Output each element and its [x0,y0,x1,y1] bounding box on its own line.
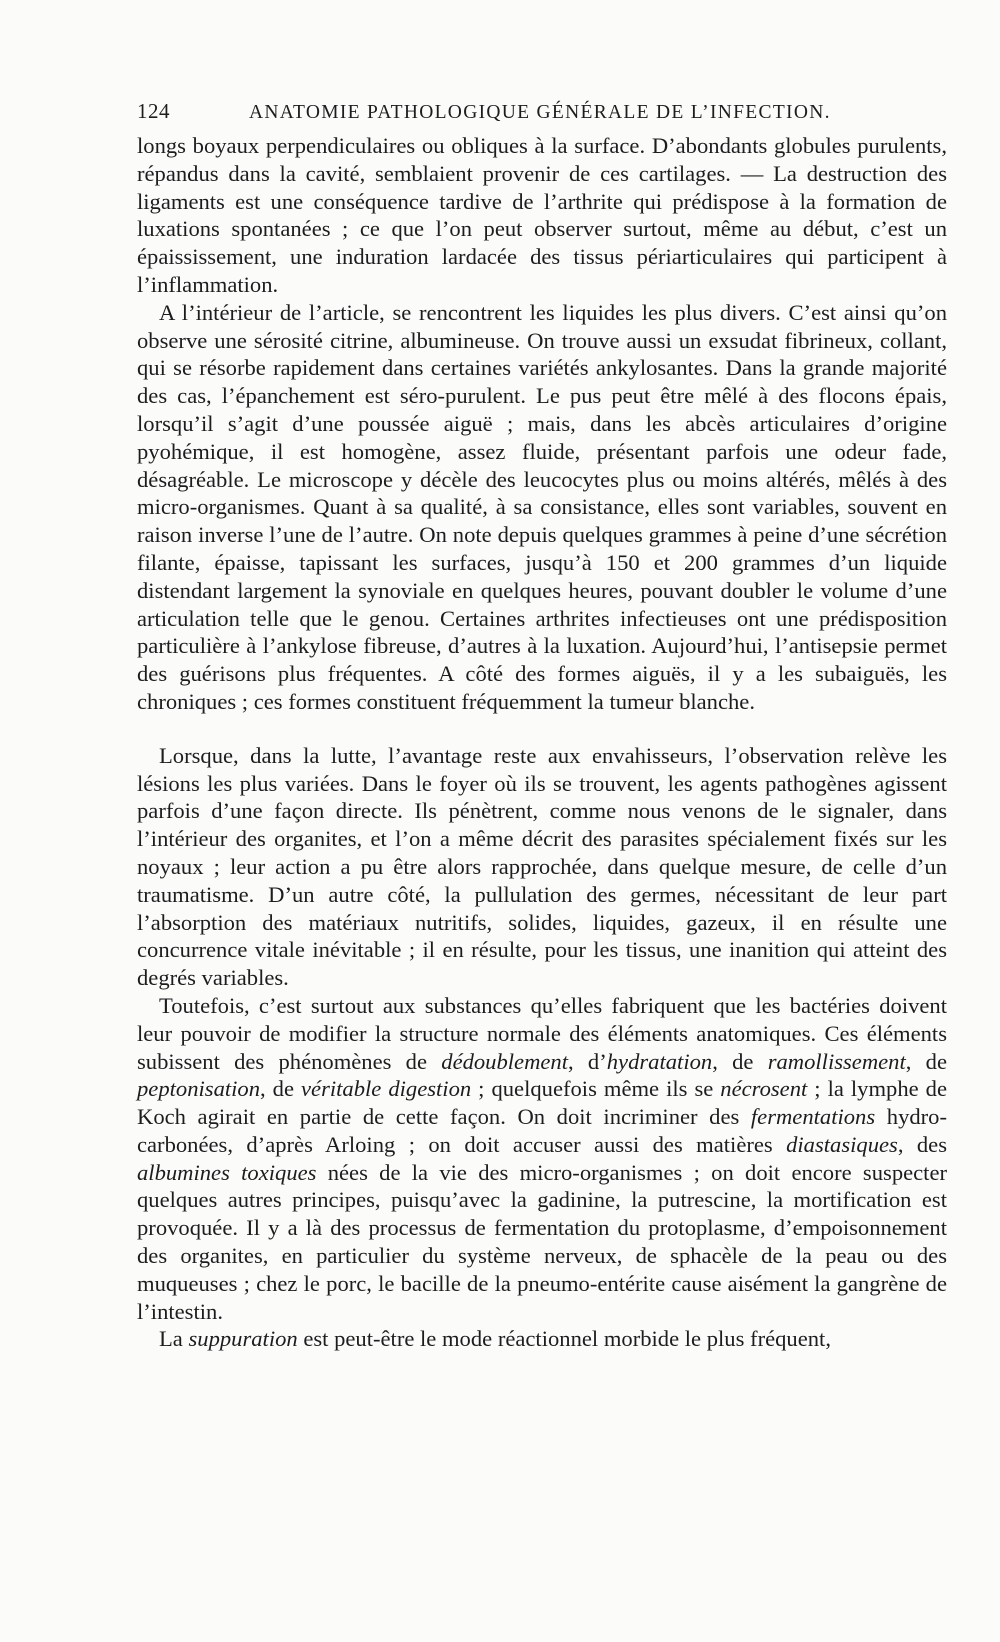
italic-term: hydratation [606,1048,713,1074]
text-run: , de [905,1048,947,1074]
italic-term: fermentations [750,1104,876,1130]
page-text [137,98,947,1353]
text-run: longs boyaux perpendiculaires ou obliques à la surface. D’abondants globules purulents, répandus dans la cavité, semblaient provenir de ces cartilages. — La destruction des ligaments est une conséquence tardive de l’arthrite qui prédispose à la formation de luxations spontanées ; ce que l’on peut observer surtout, même au début, c’est un épaississement, une induration lardacée des tissus périarticulaires qui participent à l’inflammation. [137,133,947,297]
paragraph-1 [137,132,947,299]
text-run: A l’intérieur de l’article, se rencontrent les liquides les plus divers. C’est ainsi qu’on observe une sérosité citrine, albumineuse. On trouve aussi un exsudat fibrineux, collant, qui se résorbe rapidement dans certaines variétés ankylosantes. Dans la grande majorité des cas, l’épanchement est séro-purulent. Le pus peut être mêlé à des flocons épais, lorsqu’il s’agit d’une poussée aiguë ; mais, dans les abcès articulaires d’origine pyohémique, il est homogène, assez fluide, présentant parfois une odeur fade, désagréable. Le microscope y décèle des leucocytes plus ou moins altérés, mêlés à des micro-organismes. Quant à sa qualité, à sa consistance, elles sont variables, souvent en raison inverse l’une de l’autre. On note depuis quelques grammes à peine d’une sécrétion filante, épaisse, tapissant les surfaces, jusqu’à 150 et 200 grammes d’un liquide distendant largement la synoviale en quelques heures, pouvant doubler le volume d’une articulation telle que le genou. Certaines arthrites infectieuses ont une prédisposition particulière à l’ankylose fibreuse, d’autres à la luxation. Aujourd’hui, l’antisepsie permet des guérisons plus fréquentes. A côté des formes aiguës, il y a les subaiguës, les chroniques ; ces formes constituent fréquemment la tumeur blanche. [137,299,947,714]
text-run: ; la lymphe de Koch agirait en partie de cette façon. On doit incriminer des [137,1076,947,1130]
text-run: ; quelquefois même ils se [471,1076,721,1102]
italic-term: suppuration [188,1326,298,1352]
page-number: 124 [137,99,170,123]
italic-term: ramollissement [767,1048,906,1074]
italic-term: dédoublement [441,1048,569,1074]
text-run: La [159,1326,189,1352]
italic-term: diastasiques [786,1131,898,1157]
text-run: est peut-être le mode réactionnel morbide le plus fréquent, [297,1326,831,1352]
running-title: ANATOMIE PATHOLOGIQUE GÉNÉRALE DE L’INFECTION. [249,102,831,123]
text-run: , d’ [568,1048,607,1074]
paragraph-2 [137,299,947,716]
italic-term: albumines toxiques [137,1159,317,1185]
paragraph-5 [137,1325,947,1353]
text-run: , de [260,1076,302,1102]
italic-term: peptonisation [137,1076,261,1102]
running-head [137,98,947,128]
italic-term: nécrosent [720,1076,808,1102]
text-run: nées de la vie des micro-organismes ; on doit encore suspecter quelques autres principes, puisqu’avec la gadinine, la putrescine, la mortification est provoquée. Il y a là des processus de fermentation du protoplasme, d’empoisonnement des organites, en particulier du système nerveux, de sphacèle de la peau ou des muqueuses ; chez le porc, le bacille de la pneumo-entérite cause aisément la gangrène de l’intestin. [137,1159,947,1324]
text-run: Toutefois, c’est surtout aux substances qu’elles fabriquent que les bactéries doivent leur pouvoir de modifier la structure normale des éléments anatomiques. Ces éléments subissent des phénomènes de [137,992,947,1074]
text-run: , de [712,1048,768,1074]
italic-term: véritable digestion [301,1076,472,1102]
paragraph-3 [137,742,947,992]
text-run: Lorsque, dans la lutte, l’avantage reste aux envahisseurs, l’observation relève les lésions les plus variées. Dans le foyer où ils se trouvent, les agents pathogènes agissent parfois d’une façon directe. Ils pénètrent, comme nous venons de le signaler, dans l’intérieur des organites, et l’on a même décrit des parasites spécialement fixés sur les noyaux ; leur action a pu être alors rapprochée, dans quelque mesure, de celle d’un traumatisme. D’un autre côté, la pullulation des germes, nécessitant de leur part l’absorption des matériaux nutritifs, solides, liquides, gazeux, il en résulte une concurrence vitale inévitable ; il en résulte, pour les tissus, une inanition qui atteint des degrés variables. [137,742,947,991]
text-run: hydro-carbonées, d’après Arloing ; on doit accuser aussi des matières [137,1104,948,1157]
paragraph-4 [137,992,947,1326]
text-run: , des [897,1131,947,1157]
